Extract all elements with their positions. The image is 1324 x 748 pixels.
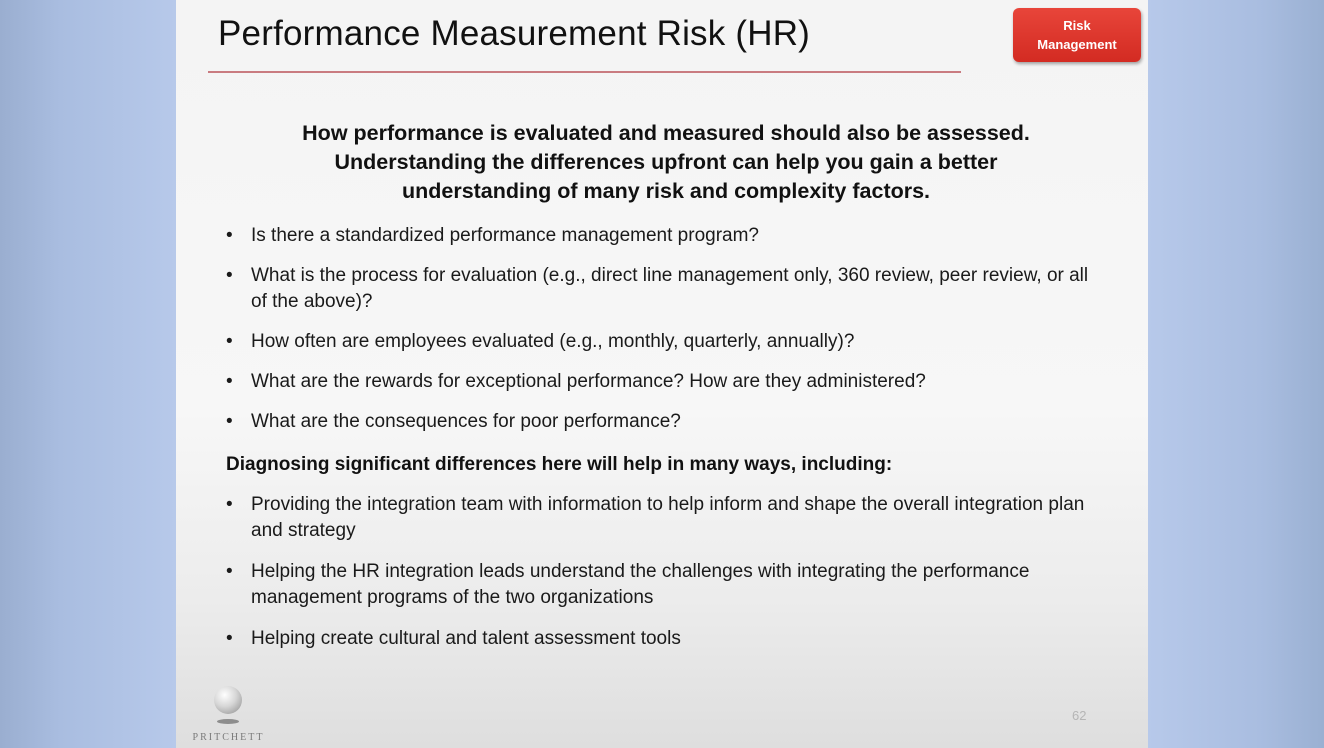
benefit-text: Providing the integration team with information to help inform and shape the overall integration plan and strategy [251,494,1085,541]
page-number: 62 [1072,708,1087,723]
title-underline [208,71,961,73]
list-item [226,492,1106,544]
list-item [226,559,1106,611]
pritchett-logo [186,683,271,745]
questions-list [226,223,1106,449]
list-item [226,409,1106,435]
benefits-list [226,492,1106,667]
bullet-icon: • [226,265,233,286]
question-text: Is there a standardized performance management program? [251,225,759,246]
intro-line-3: understanding of many risk and complexity factors. [401,179,931,203]
list-item [226,329,1106,355]
bullet-icon: • [226,494,233,515]
benefit-text: Helping the HR integration leads understand the challenges with integrating the performance management programs of the two organizations [251,561,1030,608]
list-item [226,263,1106,315]
list-item [226,369,1106,395]
question-text: What is the process for evaluation (e.g., direct line management only, 360 review, peer review, or all of the above)? [251,265,1089,312]
bullet-icon: • [226,411,233,432]
benefits-heading: Diagnosing significant differences here will help in many ways, including: [226,454,893,475]
slide-title: Performance Measurement Risk (HR) [218,14,811,53]
question-text: What are the rewards for exceptional performance? How are they administered? [251,371,926,392]
bullet-icon: • [226,371,233,392]
question-text: What are the consequences for poor performance? [251,411,681,432]
presentation-slide [176,0,1148,748]
list-item [226,223,1106,249]
list-item [226,626,1106,652]
badge-line-2: Management [1037,37,1117,52]
intro-line-2: Understanding the differences upfront can help you gain a better [334,150,998,174]
bullet-icon: • [226,331,233,352]
risk-management-badge [1013,8,1141,62]
sphere-base-icon [217,719,239,724]
logo-wordmark: PRITCHETT [192,732,265,743]
sphere-icon [214,686,242,714]
intro-statement [196,119,1136,206]
intro-line-1: How performance is evaluated and measured should also be assessed. [302,121,1030,145]
question-text: How often are employees evaluated (e.g., monthly, quarterly, annually)? [251,331,855,352]
bullet-icon: • [226,628,233,649]
bullet-icon: • [226,225,233,246]
bullet-icon: • [226,561,233,582]
benefit-text: Helping create cultural and talent assessment tools [251,628,681,649]
badge-line-1: Risk [1063,18,1091,33]
